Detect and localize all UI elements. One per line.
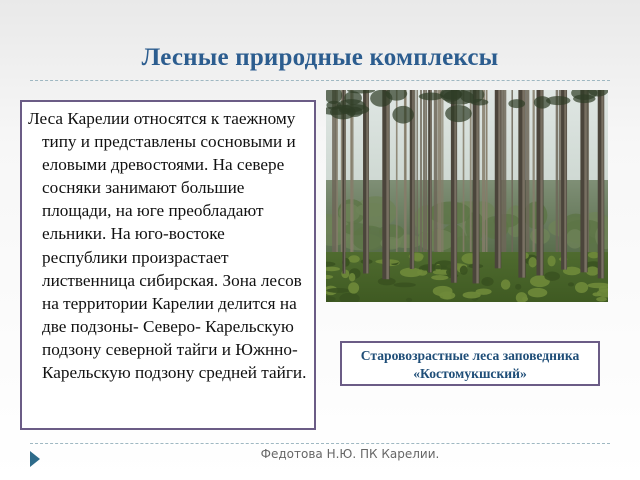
slide-title: Лесные природные комплексы: [141, 44, 499, 71]
top-divider: [30, 80, 610, 81]
body-text-box: [20, 100, 316, 430]
forest-photo: [326, 90, 608, 302]
body-text: Леса Карелии относятся к таежному типу и представлены сосновыми и еловыми древостоями. На севере сосняки занимают большие площади, на юге преобладают ельники. На юго-востоке республики произрастает лиственница сибирская. Зона лесов на территории Карелии делится на две подзоны- Северо- Карельскую подзону северной тайги и Южнно- Карельскую подзону средней тайги.: [28, 109, 307, 383]
photo-caption-box: [340, 341, 600, 386]
bottom-divider: [30, 443, 610, 444]
footer-text: Федотова Н.Ю. ПК Карелии.: [260, 447, 440, 461]
photo-caption: Старовозрастные леса заповедника «Костомукшский»: [360, 348, 580, 381]
